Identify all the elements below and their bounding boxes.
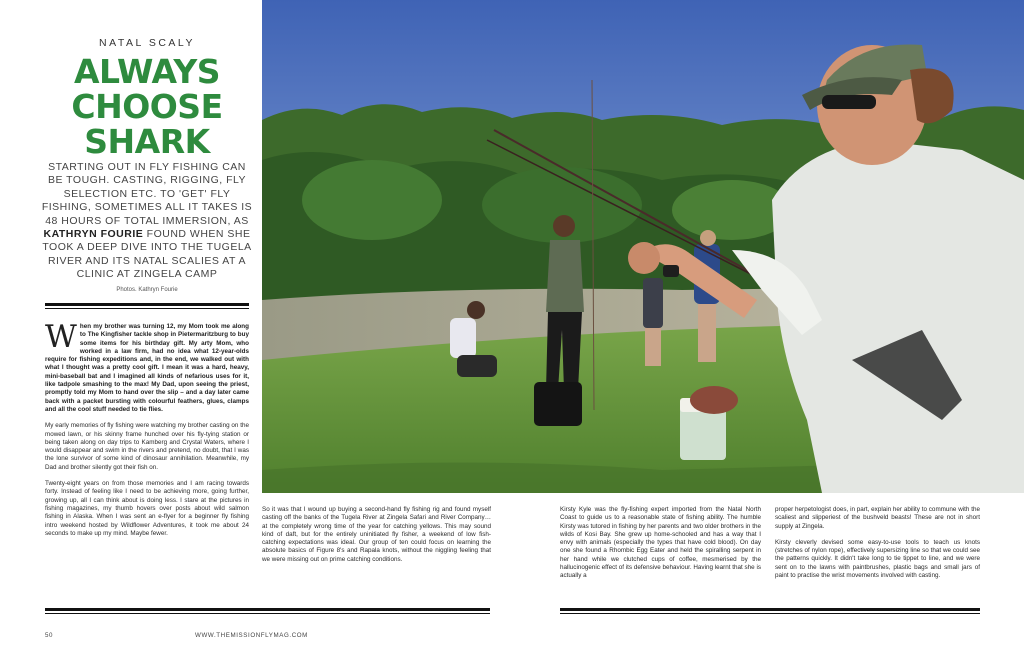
- paragraph: Twenty-eight years on from those memories and I am racing towards forty. Instead of feeling like I need to be achieving more, going further, growing up, all I can think about is doing less. I stare at the pictures in fishing magazines, my thumb hovers over posts about wild salmon fishing in Alaska. When I was sent an e-flyer for a beginner fly fishing intro weekend hosted by Wildflower Adventures, it took me about 24 seconds to make up my mind. Maybe fewer.: [45, 480, 249, 537]
- hero-photo: [262, 0, 1024, 493]
- article-title: [45, 54, 249, 159]
- paragraph: So it was that I wound up buying a second-hand fly fishing rig and found myself casting off the banks of the Tugela River at Zingela Safari and River Company… at the completely wrong time of the year for catching yellows. This may sound kind of daft, but for the entirely uninitiated fly fisher, a weekend of low fish-catching expectations was ideal. Our group of ten could focus on learning the absolute basics of Figure 8's and Rapala knots, without the niggling feeling that we were missing out on prime catching conditions.: [262, 506, 491, 563]
- standfirst-text-2: FOUND WHEN SHE TOOK A DEEP DIVE INTO THE TUGELA RIVER AND ITS NATAL SCALIES AT A CLINIC AT ZINGELA CAMP: [42, 228, 252, 281]
- body-column-3: [560, 506, 761, 589]
- intro-paragraph: [45, 319, 249, 414]
- footer-rule-left: [45, 608, 490, 611]
- page-number: 50: [45, 632, 54, 639]
- title-line-1: ALWAYS: [74, 52, 220, 91]
- header-rule: [45, 303, 249, 306]
- author-name: KATHRYN FOURIE: [43, 228, 144, 241]
- title-line-2: CHOOSE: [71, 87, 223, 126]
- footer-rule-right: [560, 608, 980, 611]
- standfirst: [40, 161, 254, 282]
- photo-credit: Photos. Kathryn Fourie: [116, 287, 178, 293]
- footer-rule-right-thin: [560, 613, 980, 614]
- body-column-2: [262, 506, 491, 572]
- body-column-4: [775, 506, 980, 588]
- standfirst-text-1: STARTING OUT IN FLY FISHING CAN BE TOUGH. CASTING, RIGGING, FLY SELECTION ETC. TO 'GET' FLY FISHING, SOMETIMES ALL IT TAKES IS 48 HOURS OF TOTAL IMMERSION, AS: [41, 161, 253, 227]
- drop-cap: W: [45, 319, 77, 355]
- section-kicker: NATAL SCALY: [99, 37, 195, 49]
- paragraph: My early memories of fly fishing were watching my brother casting on the mowed lawn, or his skinny frame hunched over his fly-tying station or being taken along on day trips to Kamberg and Crystal Waters, where I would disappear and swim in the rivers and pretend, no doubt, that I was the lone survivor of some kind of dinosaur annihilation. Meanwhile, my Dad and brother silently got their fish on.: [45, 422, 249, 471]
- website-url: WWW.THEMISSIONFLYMAG.COM: [195, 632, 308, 639]
- paragraph: proper herpetologist does, in part, explain her ability to commune with the scaliest and slipperiest of the bushveld beasts! These are not in short supply at Zingela.: [775, 506, 980, 530]
- body-column-1: [45, 319, 249, 546]
- paragraph: Kirsty Kyle was the fly-fishing expert imported from the Natal North Coast to guide us to a reasonable state of fishing ability. The humble Kirsty was tutored in fishing by her parents and two older brothers in the wilds of Kosi Bay. She grew up home-schooled and has a way that I envy with animals (especially the types that have cold blood). On day one she found a Rhombic Egg Eater and held the spiralling serpent in her hand while we clutched cups of coffee, mesmerised by the hallucinogenic effect of its defensive behaviour. Having learnt that she is actually a: [560, 506, 761, 580]
- header-rule-thin: [45, 308, 249, 309]
- title-line-3: SHARK: [84, 122, 210, 161]
- intro-text: hen my brother was turning 12, my Mom took me along to The Kingfisher tackle shop in Pietermaritzburg to buy some items for his birthday gift. My arty Mom, who worked in a law firm, had no idea what 12-year-olds require for fishing expeditions and, in the end, we walked out with what I thought was a pretty cool gift. I mean it was a hard, heavy, mini-baseball bat and I imagined all kinds of nefarious uses for it, like tadpole smashing to the max! My Dad, upon seeing the priest, promptly told my Mom to hand over the slip – and a day later came back with a packet bursting with colourful feathers, glues, clamps and all the cool stuff needed to tie flies.: [45, 323, 249, 413]
- footer-rule-left-thin: [45, 613, 490, 614]
- paragraph: Kirsty cleverly devised some easy-to-use tools to teach us knots (stretches of nylon rope), effectively supersizing line so that we could see the patterns quickly. It didn't take long to tie tippet to line, and we were sent on to the lawns with paintbrushes, plastic bags and small jars of paint to practise the wrist movements involved with casting.: [775, 538, 980, 580]
